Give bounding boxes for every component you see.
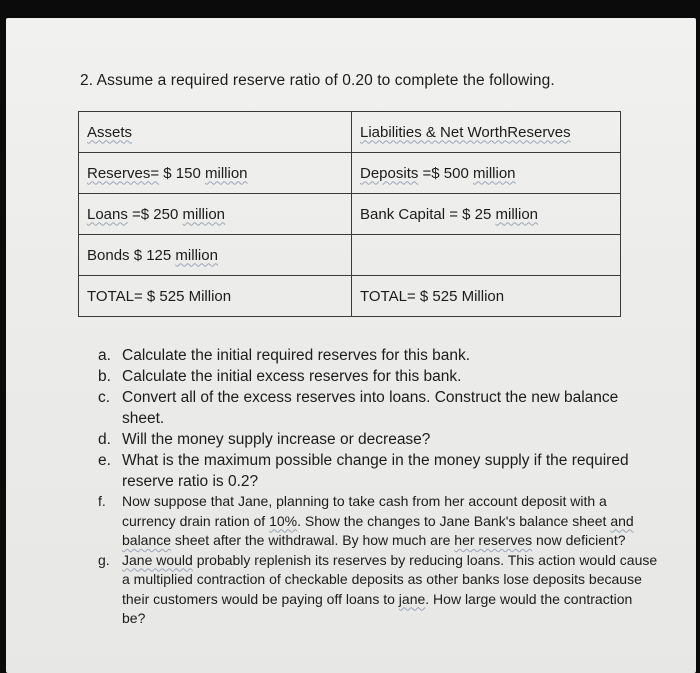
item-text: Calculate the initial required reserves for this bank. xyxy=(122,347,471,364)
assets-total: TOTAL= $ 525 Million xyxy=(79,276,352,317)
list-item xyxy=(98,387,658,429)
item-text-underlined: jane xyxy=(398,590,426,607)
liabilities-cell xyxy=(352,194,621,235)
reserves-unit: million xyxy=(205,164,248,182)
question-parts-list xyxy=(98,345,658,629)
bonds-unit: million xyxy=(175,246,218,264)
item-text: . How large would the contraction be? xyxy=(122,590,633,626)
loans-value: =$ 250 xyxy=(127,205,183,223)
assets-cell xyxy=(79,194,352,235)
item-marker: e. xyxy=(98,452,111,469)
liabilities-total: TOTAL= $ 525 Million xyxy=(352,276,621,317)
reserves-value: $ 150 xyxy=(159,164,205,182)
item-text-underlined: her reserves xyxy=(454,532,533,548)
assets-header xyxy=(79,112,352,153)
liabilities-header xyxy=(352,112,621,153)
deposits-unit: million xyxy=(473,164,516,182)
item-text: Will the money supply increase or decrease? xyxy=(122,431,431,448)
list-item xyxy=(98,429,658,450)
deposits-value: =$ 500 xyxy=(418,164,473,182)
item-text-underlined: and balance xyxy=(122,512,634,548)
list-item xyxy=(98,450,658,492)
list-item xyxy=(98,551,658,629)
item-text: What is the maximum possible change in the money supply if the required reserve ratio is 0.2? xyxy=(122,452,629,490)
item-text: sheet after the withdrawal. By how much are xyxy=(171,532,455,548)
loans-unit: million xyxy=(182,205,226,223)
item-marker: g. xyxy=(98,551,110,568)
item-text: probably replenish its reserves by reducing loans. This action would cause a multiplied contraction of checkable deposits as other banks lose deposits because their customers would be paying off loans to xyxy=(122,551,658,607)
item-marker: b. xyxy=(98,368,111,385)
item-text: Calculate the initial excess reserves for this bank. xyxy=(122,368,462,385)
table-header-row xyxy=(79,112,621,153)
question-title: 2. Assume a required reserve ratio of 0.20 to complete the following. xyxy=(80,72,555,89)
item-marker: f. xyxy=(98,493,106,509)
item-marker: a. xyxy=(98,347,111,364)
item-text: . Show the changes to Jane Bank's balance sheet xyxy=(297,512,611,529)
liabilities-cell xyxy=(352,153,621,194)
item-marker: d. xyxy=(98,431,111,448)
list-item xyxy=(98,345,658,366)
item-text: now deficient? xyxy=(532,532,626,548)
balance-sheet-table xyxy=(78,111,621,317)
item-text-underlined: 10% xyxy=(269,512,298,529)
table-row xyxy=(79,194,621,235)
liabilities-header-label: Liabilities & Net Worth xyxy=(360,123,508,141)
assets-cell xyxy=(79,235,352,276)
item-marker: c. xyxy=(98,389,111,406)
top-black-band xyxy=(0,0,700,18)
item-text: Convert all of the excess reserves into loans. Construct the new balance sheet. xyxy=(122,389,619,427)
list-item xyxy=(98,366,658,387)
item-text: Now suppose that Jane, planning to take cash from her account deposit with a currency drain ration of xyxy=(122,493,607,529)
assets-header-label: Assets xyxy=(87,123,133,141)
loans-label: Loans xyxy=(87,205,128,223)
deposits-label: Deposits xyxy=(360,164,419,182)
bonds-label: Bonds $ 125 xyxy=(87,246,176,264)
reserves-header-label: Reserves xyxy=(507,123,571,141)
liabilities-cell-empty xyxy=(352,235,621,276)
reserves-label: Reserves= xyxy=(87,164,160,182)
bank-capital-unit: million xyxy=(495,205,539,223)
bank-capital-label: Bank Capital = $ 25 xyxy=(360,205,496,223)
assets-cell xyxy=(79,153,352,194)
list-item xyxy=(98,492,658,551)
table-row xyxy=(79,235,621,276)
item-text-underlined: Jane would xyxy=(122,551,193,568)
table-row xyxy=(79,153,621,194)
table-total-row xyxy=(79,276,621,317)
